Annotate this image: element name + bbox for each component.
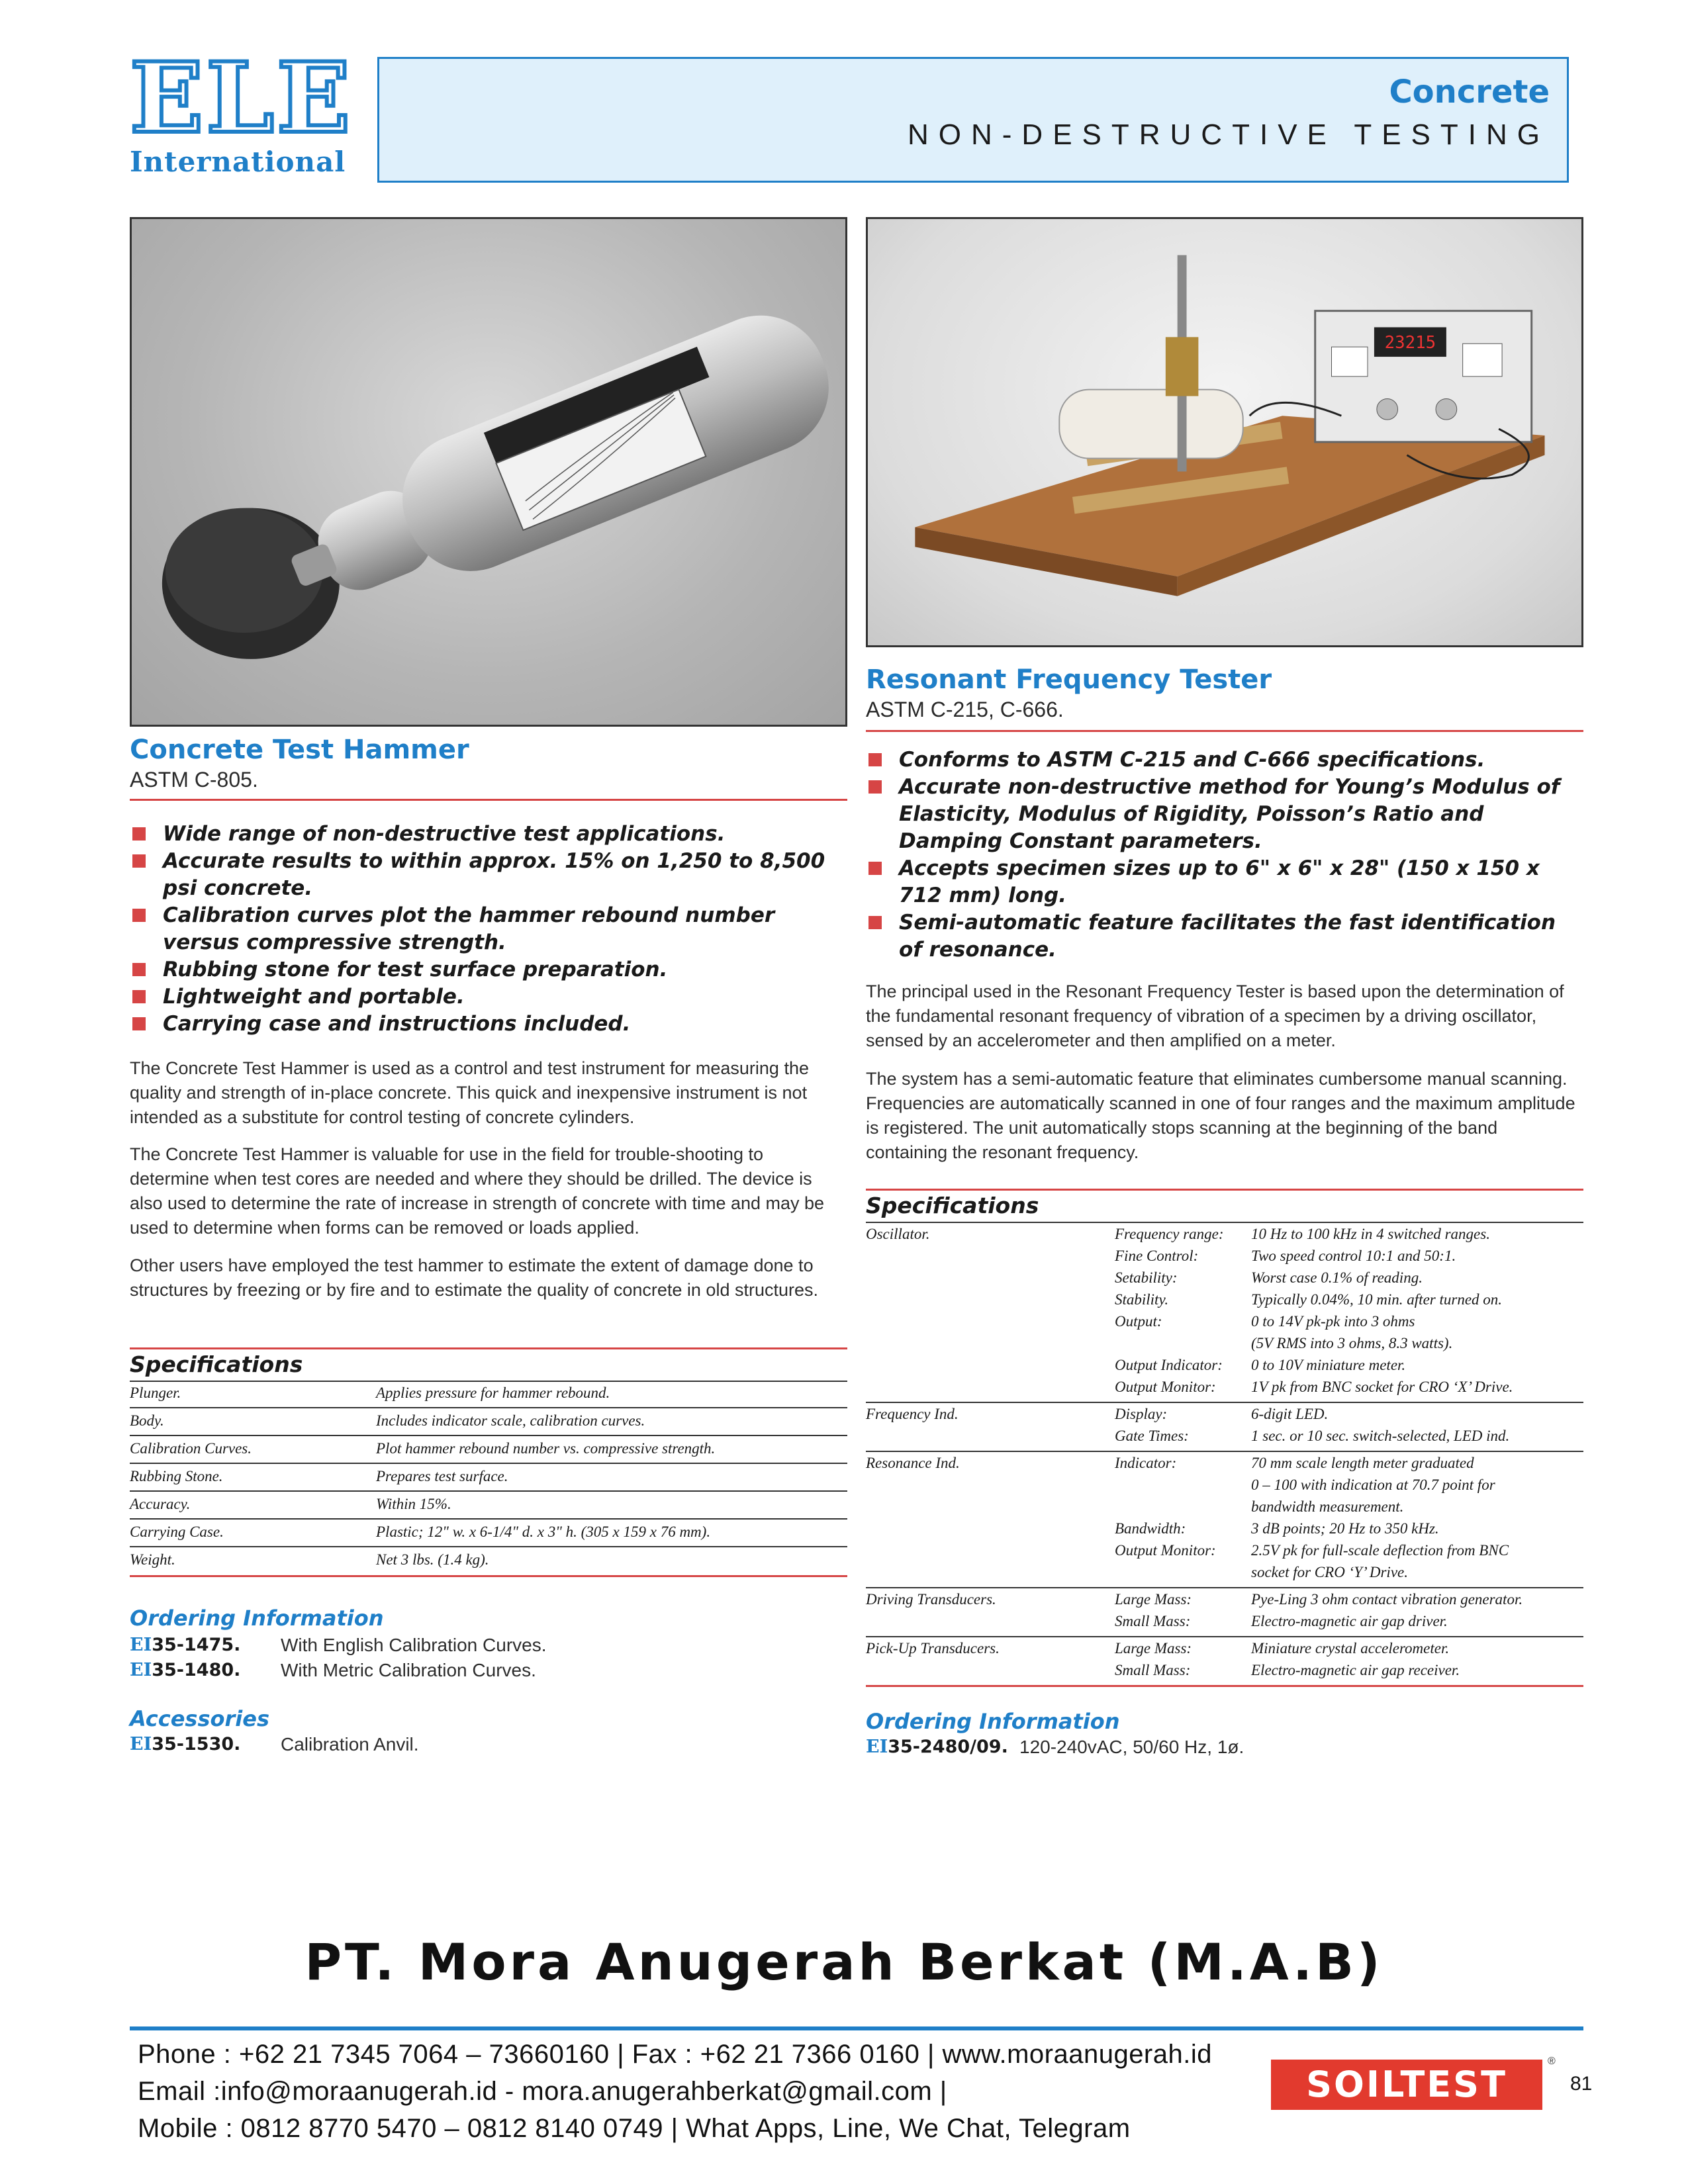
led-display-reading: 23215	[1384, 333, 1436, 353]
spec-key: Frequency range:	[1115, 1226, 1224, 1242]
spec-value: Electro-magnetic air gap driver.	[1251, 1613, 1448, 1629]
feature-item: Accurate non-destructive method for Young’s Modulus of Elasticity, Modulus of Rigidity, Poisson’s Ratio and Damping Constant parameters.	[866, 774, 1583, 855]
spec-value: Typically 0.04%, 10 min. after turned on.	[1251, 1291, 1503, 1308]
resonant-frequency-tester-photo	[866, 217, 1583, 647]
hammer-paragraph-2: The Concrete Test Hammer is valuable for use in the field for trouble-shooting to determine when test cores are needed and where they should be drilled. The device is also used to determine the rate of increase in strength of concrete with time and may be used to determine when forms can be removed or loads applied.	[130, 1144, 825, 1238]
registered-mark: ®	[1548, 2056, 1556, 2067]
logo-subtitle: International	[130, 146, 346, 178]
spec-value: Electro-magnetic air gap receiver.	[1251, 1662, 1460, 1678]
spec-divider	[130, 1381, 847, 1382]
spec-key: Output:	[1115, 1313, 1162, 1330]
hammer-ordering-title: Ordering Information	[130, 1606, 384, 1631]
hammer-paragraph-1: The Concrete Test Hammer is used as a control and test instrument for measuring the quality and strength of in-place concrete. This quick and inexpensive instrument is not intended as a substitute for control testing of concrete cylinders.	[130, 1058, 809, 1127]
spec-value: Includes indicator scale, calibration curves.	[376, 1412, 645, 1429]
spec-divider	[130, 1463, 847, 1464]
spec-key: Display:	[1115, 1406, 1168, 1422]
footer-rule	[130, 2026, 1583, 2030]
bullet-square-icon	[868, 862, 882, 875]
spec-key: Fine Control:	[1115, 1248, 1199, 1264]
product-description: Calibration Anvil.	[281, 1734, 419, 1754]
spec-divider	[866, 1451, 1583, 1452]
spec-value: 10 Hz to 100 kHz in 4 switched ranges.	[1251, 1226, 1490, 1242]
category-title: Concrete	[1389, 73, 1550, 111]
bullet-square-icon	[132, 963, 146, 976]
tester-spec-title: Specifications	[866, 1193, 1039, 1218]
spec-key: Accuracy.	[130, 1496, 191, 1512]
feature-item: Carrying case and instructions included.	[130, 1011, 847, 1038]
spec-value: Pye-Ling 3 ohm contact vibration generator.	[1251, 1591, 1523, 1608]
spec-value: Miniature crystal accelerometer.	[1251, 1640, 1450, 1657]
contact-email: Email :info@moraanugerah.id - mora.anugerahberkat@gmail.com |	[138, 2077, 947, 2106]
spec-value: Plastic; 12" w. x 6-1/4" d. x 3" h. (305 x 159 x 76 mm).	[376, 1524, 711, 1540]
accessories-title: Accessories	[130, 1706, 269, 1731]
spec-divider	[866, 1402, 1583, 1403]
spec-value: Applies pressure for hammer rebound.	[376, 1385, 610, 1401]
logo-wordmark: ELE	[130, 42, 353, 155]
ele-logo	[130, 42, 353, 178]
spec-value: socket for CRO ‘Y’ Drive.	[1251, 1564, 1408, 1580]
spec-group-name: Resonance Ind.	[866, 1455, 960, 1471]
spec-key: Output Monitor:	[1115, 1379, 1216, 1395]
spec-key: Small Mass:	[1115, 1613, 1191, 1629]
spec-key: Indicator:	[1115, 1455, 1177, 1471]
spec-value: 0 – 100 with indication at 70.7 point for	[1251, 1477, 1495, 1493]
hammer-title: Concrete Test Hammer	[130, 735, 469, 765]
spec-value: 0 to 10V miniature meter.	[1251, 1357, 1406, 1373]
feature-item: Semi-automatic feature facilitates the fast identification of resonance.	[866, 909, 1583, 964]
spec-group-name: Pick-Up Transducers.	[866, 1640, 1000, 1657]
spec-value: Plot hammer rebound number vs. compressive strength.	[376, 1440, 716, 1457]
spec-value: bandwidth measurement.	[1251, 1498, 1404, 1515]
spec-key: Output Indicator:	[1115, 1357, 1223, 1373]
feature-item: Accepts specimen sizes up to 6" x 6" x 28" (150 x 150 x 712 mm) long.	[866, 855, 1583, 909]
hammer-spec-rule-top	[130, 1347, 847, 1349]
spec-value: 1V pk from BNC socket for CRO ‘X’ Drive.	[1251, 1379, 1513, 1395]
spec-key: Large Mass:	[1115, 1640, 1192, 1657]
company-name: PT. Mora Anugerah Berkat (M.A.B)	[305, 1933, 1383, 1991]
bullet-square-icon	[132, 827, 146, 841]
spec-value: Worst case 0.1% of reading.	[1251, 1269, 1423, 1286]
tester-feature-list	[866, 747, 1583, 964]
product-code: EI35-2480/09.	[866, 1737, 1008, 1757]
product-code: EI35-1530.	[130, 1734, 241, 1754]
tester-spec-rule-bottom	[866, 1685, 1583, 1687]
spec-value: 0 to 14V pk-pk into 3 ohms	[1251, 1313, 1415, 1330]
spec-group-name: Oscillator.	[866, 1226, 930, 1242]
feature-item: Accurate results to within approx. 15% on 1,250 to 8,500 psi concrete.	[130, 848, 847, 902]
spec-divider	[866, 1222, 1583, 1223]
spec-key: Plunger.	[130, 1385, 181, 1401]
spec-value: Within 15%.	[376, 1496, 451, 1512]
spec-key: Bandwidth:	[1115, 1520, 1186, 1537]
spec-key: Setability:	[1115, 1269, 1178, 1286]
hammer-spec-rule-bottom	[130, 1575, 847, 1577]
tester-standard: ASTM C-215, C-666.	[866, 698, 1064, 721]
spec-divider	[866, 1636, 1583, 1637]
spec-divider	[130, 1518, 847, 1520]
hammer-paragraph-3: Other users have employed the test hammer to estimate the extent of damage done to structures by freezing or by fire and to estimate the quality of concrete in old structures.	[130, 1255, 819, 1300]
bullet-square-icon	[132, 990, 146, 1003]
spec-key: Output Monitor:	[1115, 1542, 1216, 1559]
spec-value: (5V RMS into 3 ohms, 8.3 watts).	[1251, 1335, 1453, 1351]
spec-divider	[130, 1407, 847, 1408]
tester-title: Resonant Frequency Tester	[866, 664, 1272, 695]
tester-illustration	[868, 219, 1581, 645]
feature-item: Conforms to ASTM C-215 and C-666 specifications.	[866, 747, 1583, 774]
spec-key: Small Mass:	[1115, 1662, 1191, 1678]
hammer-rule	[130, 799, 847, 801]
header-banner	[377, 57, 1569, 183]
tester-spec-rule-top	[866, 1189, 1583, 1191]
spec-key: Weight.	[130, 1551, 175, 1568]
spec-divider	[130, 1546, 847, 1547]
hammer-standard: ASTM C-805.	[130, 768, 258, 792]
spec-divider	[866, 1587, 1583, 1588]
bullet-square-icon	[868, 916, 882, 929]
tester-rule	[866, 730, 1583, 732]
spec-key: Large Mass:	[1115, 1591, 1192, 1608]
spec-value: 3 dB points; 20 Hz to 350 kHz.	[1251, 1520, 1439, 1537]
contact-phone: Phone : +62 21 7345 7064 – 73660160 | Fax : +62 21 7366 0160 | www.moraanugerah.id	[138, 2040, 1212, 2069]
feature-item: Wide range of non-destructive test applications.	[130, 821, 847, 848]
spec-value: Net 3 lbs. (1.4 kg).	[376, 1551, 489, 1568]
tester-paragraph-2: The system has a semi-automatic feature that eliminates cumbersome manual scanning. Frequencies are automatically scanned in one of four ranges and the maximum amplitude is registered. The unit automatically stops scanning at the beginning of the band containing the resonant frequency.	[866, 1069, 1575, 1162]
bullet-square-icon	[132, 1017, 146, 1030]
spec-value: 6-digit LED.	[1251, 1406, 1329, 1422]
page-number: 81	[1570, 2073, 1593, 2095]
bullet-square-icon	[868, 780, 882, 794]
product-description: 120-240vAC, 50/60 Hz, 1ø.	[1019, 1737, 1244, 1757]
spec-key: Gate Times:	[1115, 1428, 1189, 1444]
spec-divider	[130, 1435, 847, 1436]
bullet-square-icon	[868, 753, 882, 766]
spec-group-name: Driving Transducers.	[866, 1591, 996, 1608]
spec-value: Two speed control 10:1 and 50:1.	[1251, 1248, 1456, 1264]
spec-key: Rubbing Stone.	[130, 1468, 223, 1484]
product-description: With Metric Calibration Curves.	[281, 1660, 536, 1680]
hammer-illustration	[132, 219, 845, 725]
product-code: EI35-1480.	[130, 1660, 241, 1680]
spec-value: Prepares test surface.	[376, 1468, 508, 1484]
spec-value: 1 sec. or 10 sec. switch-selected, LED ind.	[1251, 1428, 1510, 1444]
spec-divider	[130, 1490, 847, 1492]
category-subtitle: NON-DESTRUCTIVE TESTING	[907, 118, 1550, 151]
spec-key: Stability.	[1115, 1291, 1169, 1308]
bullet-square-icon	[132, 854, 146, 868]
feature-item: Lightweight and portable.	[130, 983, 847, 1011]
feature-item: Rubbing stone for test surface preparation.	[130, 956, 847, 983]
tester-paragraph-1: The principal used in the Resonant Frequency Tester is based upon the determination of the fundamental resonant frequency of vibration of a specimen by a driving oscillator, sensed by an accelerometer and then amplified on a meter.	[866, 981, 1564, 1050]
contact-mobile: Mobile : 0812 8770 5470 – 0812 8140 0749 | What Apps, Line, We Chat, Telegram	[138, 2114, 1131, 2143]
spec-key: Carrying Case.	[130, 1524, 224, 1540]
tester-ordering-title: Ordering Information	[866, 1709, 1120, 1734]
concrete-test-hammer-photo	[130, 217, 847, 727]
product-description: With English Calibration Curves.	[281, 1635, 547, 1655]
spec-key: Body.	[130, 1412, 164, 1429]
product-code: EI35-1475.	[130, 1635, 241, 1655]
spec-group-name: Frequency Ind.	[866, 1406, 959, 1422]
spec-value: 70 mm scale length meter graduated	[1251, 1455, 1474, 1471]
hammer-feature-list	[130, 821, 847, 1038]
spec-value: 2.5V pk for full-scale deflection from BNC	[1251, 1542, 1509, 1559]
feature-item: Calibration curves plot the hammer rebound number versus compressive strength.	[130, 902, 847, 956]
bullet-square-icon	[132, 909, 146, 922]
soiltest-logo: SOILTEST	[1271, 2060, 1542, 2110]
hammer-spec-title: Specifications	[130, 1351, 303, 1377]
spec-key: Calibration Curves.	[130, 1440, 252, 1457]
